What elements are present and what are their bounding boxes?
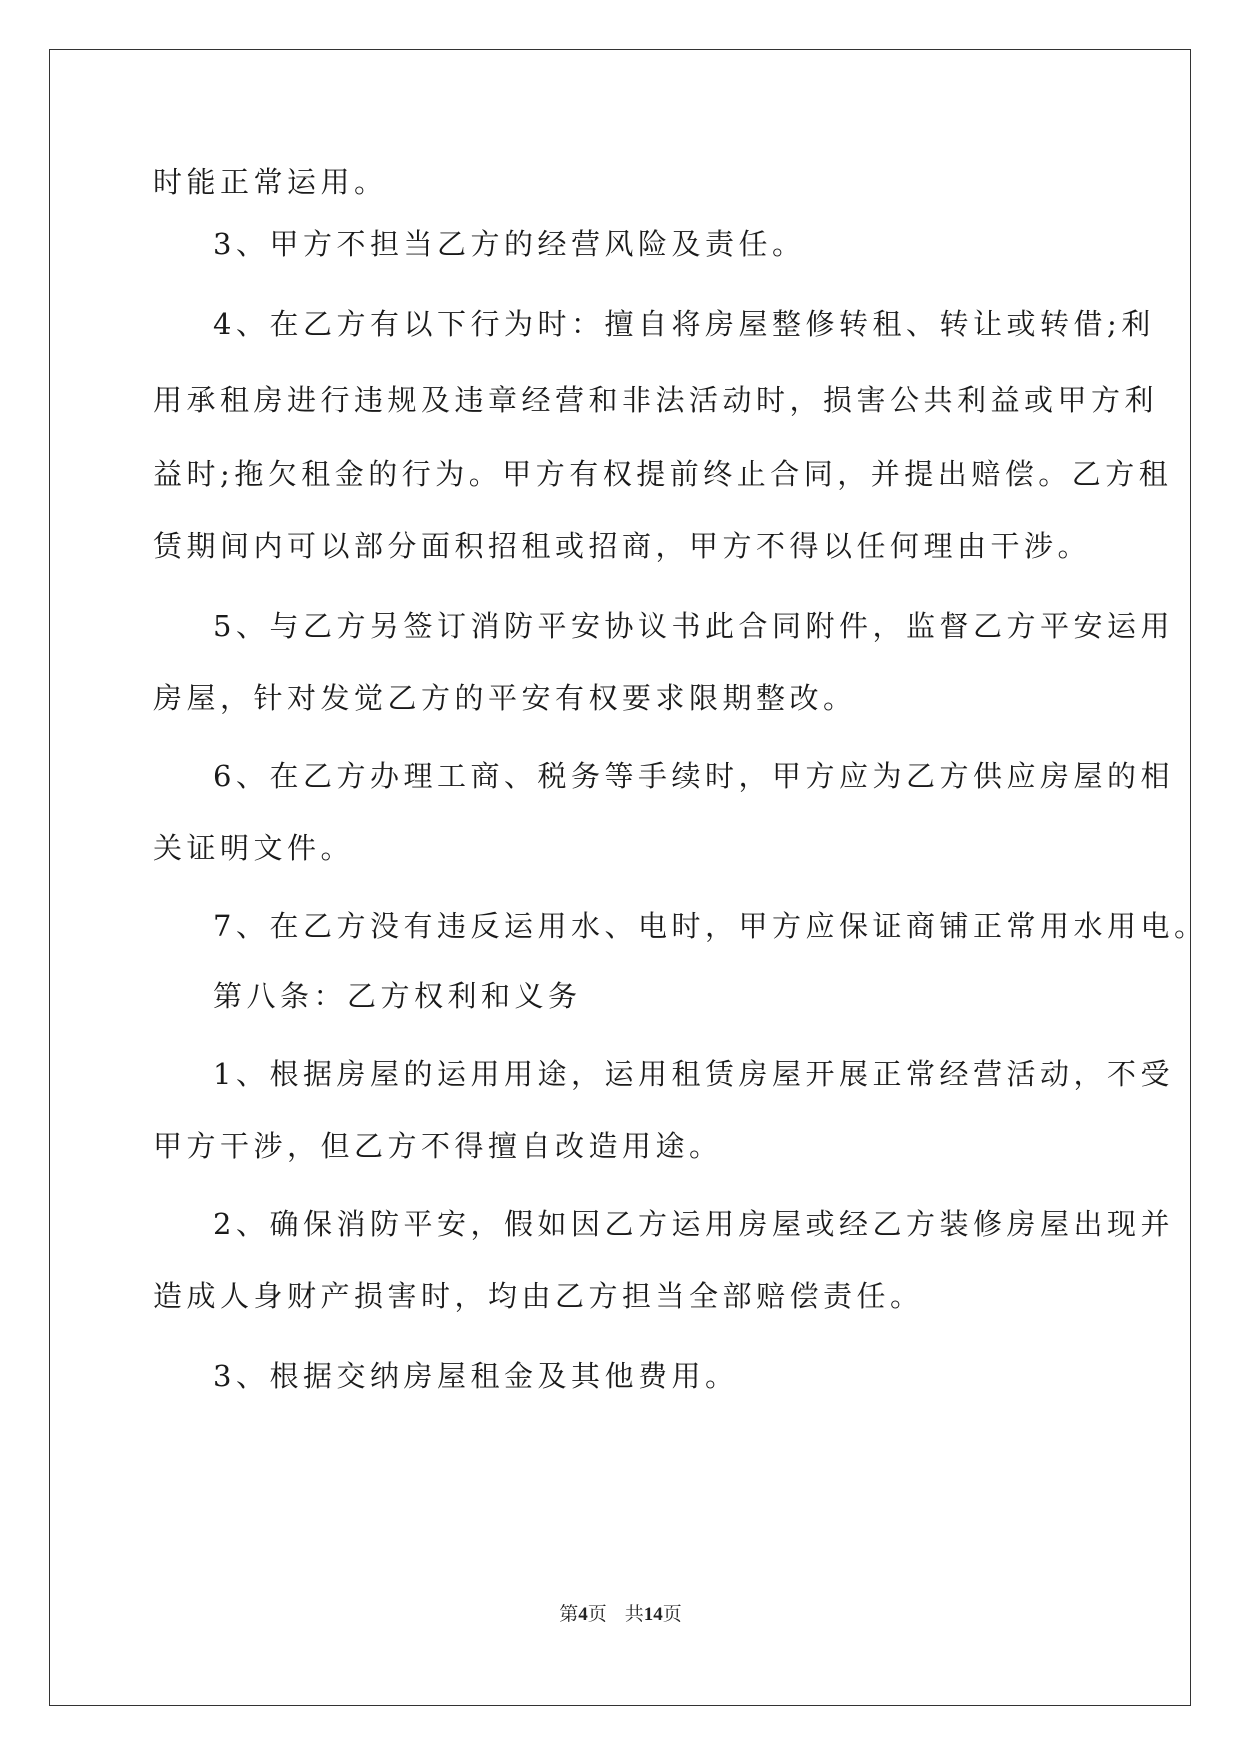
text-line: 2、确保消防平安，假如因乙方运用房屋或经乙方装修房屋出现并 (213, 1207, 1174, 1241)
text-line: 时能正常运用。 (153, 165, 388, 199)
page-unit: 页 (587, 1604, 607, 1625)
current-page-number: 4 (578, 1604, 588, 1625)
section-heading: 第八条：乙方权利和义务 (213, 979, 582, 1013)
text-line: 造成人身财产损害时，均由乙方担当全部赔偿责任。 (153, 1279, 924, 1313)
text-line: 甲方干涉，但乙方不得擅自改造用途。 (153, 1129, 723, 1163)
text-line: 3、甲方不担当乙方的经营风险及责任。 (213, 227, 806, 261)
page-border (49, 49, 1191, 1706)
text-line: 5、与乙方另签订消防平安协议书此合同附件，监督乙方平安运用 (213, 609, 1174, 643)
total-prefix: 共 (624, 1604, 644, 1625)
page-prefix: 第 (559, 1604, 579, 1625)
text-line: 3、根据交纳房屋租金及其他费用。 (213, 1359, 739, 1393)
page-footer (0, 1599, 1241, 1626)
text-line: 7、在乙方没有违反运用水、电时，甲方应保证商铺正常用水用电。 (213, 909, 1208, 943)
text-line: 赁期间内可以部分面积招租或招商，甲方不得以任何理由干涉。 (153, 529, 1092, 563)
text-line: 关证明文件。 (153, 831, 355, 865)
text-line: 房屋，针对发觉乙方的平安有权要求限期整改。 (153, 681, 857, 715)
text-line: 益时;拖欠租金的行为。甲方有权提前终止合同，并提出赔偿。乙方租 (153, 457, 1173, 491)
total-pages-number: 14 (643, 1604, 663, 1625)
text-line: 4、在乙方有以下行为时：擅自将房屋整修转租、转让或转借;利 (213, 307, 1155, 341)
total-unit: 页 (662, 1604, 682, 1625)
text-line: 用承租房进行违规及违章经营和非法活动时，损害公共利益或甲方利 (153, 383, 1159, 417)
text-line: 1、根据房屋的运用用途，运用租赁房屋开展正常经营活动，不受 (213, 1057, 1174, 1091)
text-line: 6、在乙方办理工商、税务等手续时，甲方应为乙方供应房屋的相 (213, 759, 1174, 793)
